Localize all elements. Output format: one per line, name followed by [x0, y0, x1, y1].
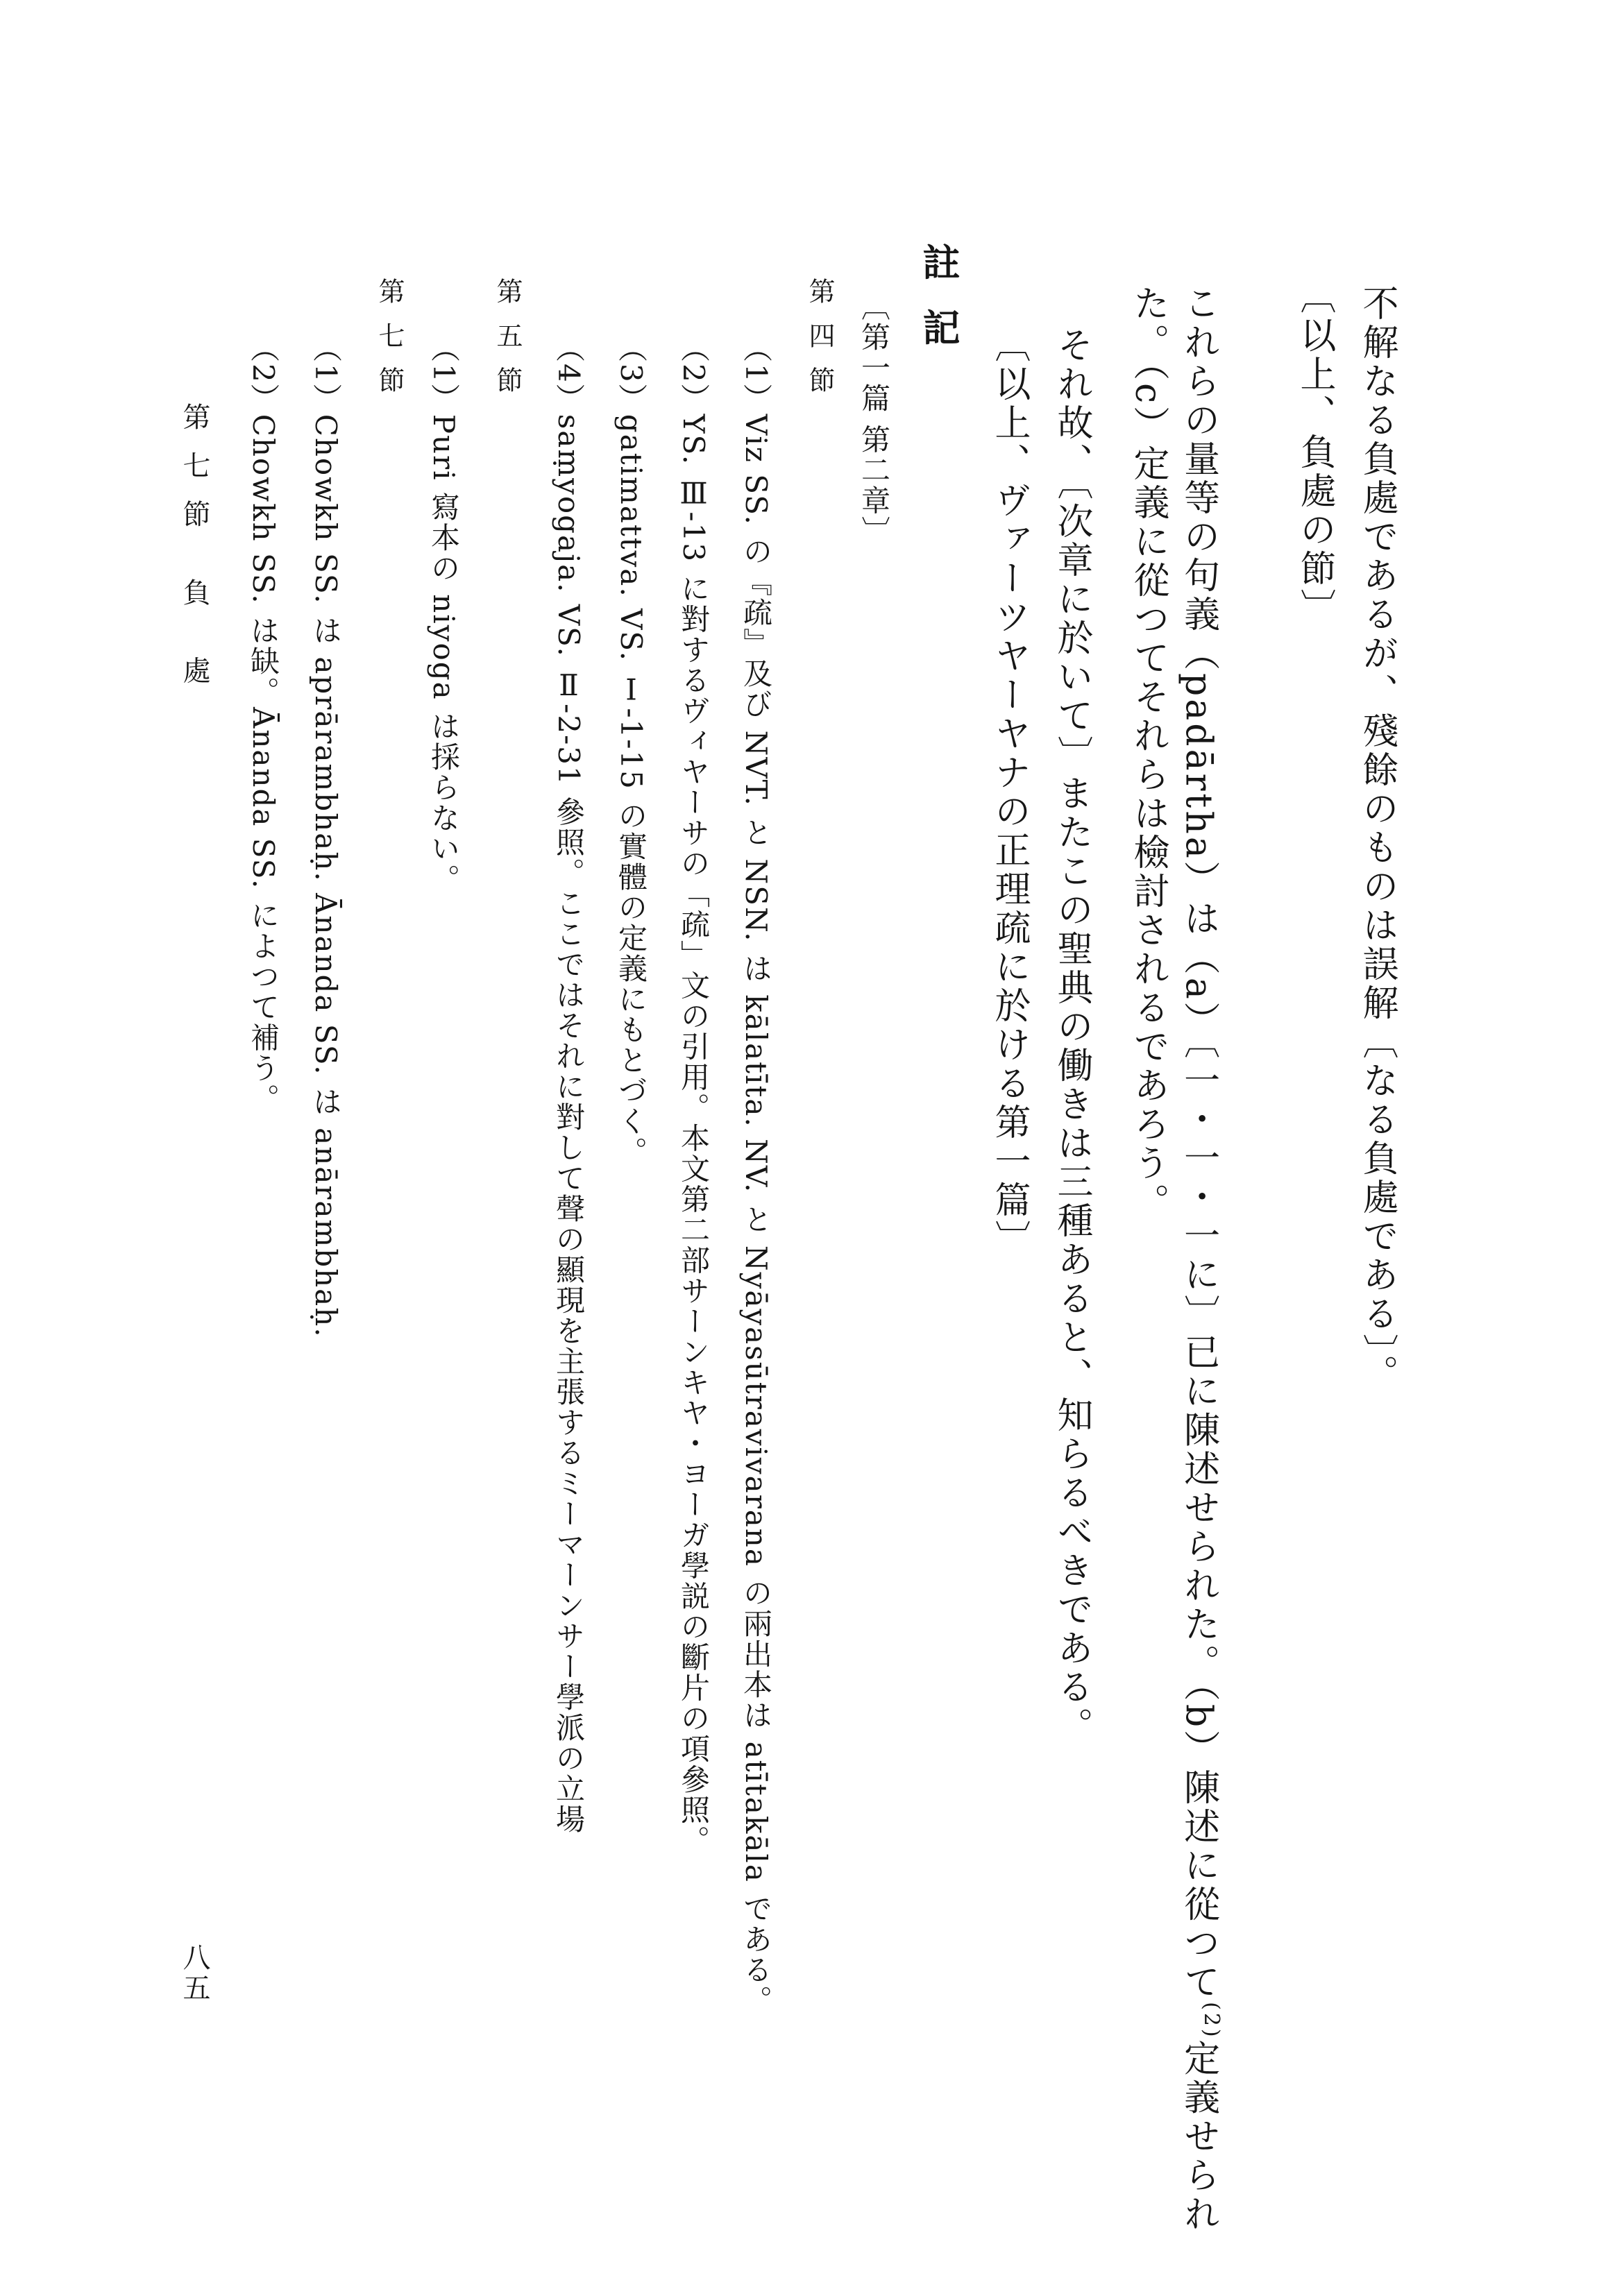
main-text-line-2: 〔以上、負處の節〕 — [1294, 278, 1335, 627]
notes-section-7-heading: 第七節 — [374, 278, 405, 411]
note-4-1: （1）Viz SS. の『疏』及び NVT. と NSN. は kālatīta. NV. と Nyāyasūtravivarana の兩出本は atītakāla である。 — [739, 333, 773, 2016]
main-text-line-4: た。（c）定義に從つてそれらは檢討されるであろう。 — [1127, 284, 1169, 1223]
notes-chapter-label: 〔第一篇 第二章〕 — [857, 291, 891, 547]
main-text-line-3 — [1177, 284, 1224, 2234]
footnote-ref-2: (2) — [1199, 2002, 1224, 2040]
note-4-3: （3）gatimattva. VS. Ⅰ-1-15 の實體の定義にもとづく。 — [614, 333, 648, 1168]
note-7-2: （2）Chowkh SS. は缺。Ānanda SS. によつて補う。 — [246, 333, 280, 1114]
note-5-1: （1）Puri 寫本の niyoga は採らない。 — [427, 333, 461, 895]
notes-heading: 註記 — [917, 243, 961, 373]
main-text-line-3-head: これらの量等の句義（padārtha）は（a）〔一・一・一に〕已に陳述せられた。（b）陳述に從つて — [1177, 284, 1219, 2002]
running-head: 第七節 負 處 — [178, 402, 210, 705]
note-7-1: （1）Chowkh SS. は aprārambhaḥ. Ānanda SS. は anārambhaḥ. — [309, 333, 343, 1338]
main-text-line-1: 不解なる負處であるが、殘餘のものは誤解〔なる負處である〕。 — [1356, 284, 1398, 1393]
main-text-line-5: それ故、〔次章に於いて〕またこの聖典の働きは三種あると、知らるべきである。 — [1051, 326, 1092, 1746]
main-text-line-3-tail: 定義せられ — [1177, 2039, 1219, 2234]
note-4-4: （4）saṃyogaja. VS. Ⅱ-2-31 參照。ここではそれに對して聲の顯現を主張するミーマーンサー學派の立場 — [552, 333, 586, 1835]
note-4-2: （2）YS. Ⅲ-13 に對するヴィヤーサの「疏」文の引用。本文第二部サーンキヤ・ヨーガ學説の斷片の項參照。 — [677, 333, 711, 1856]
main-text-line-6: 〔以上、ヴァーツヤーヤナの正理疏に於ける第一篇〕 — [988, 326, 1030, 1259]
notes-section-5-heading: 第五節 — [492, 278, 523, 411]
page-number: 八五 — [178, 1943, 210, 2004]
notes-section-4-heading: 第四節 — [804, 278, 835, 411]
